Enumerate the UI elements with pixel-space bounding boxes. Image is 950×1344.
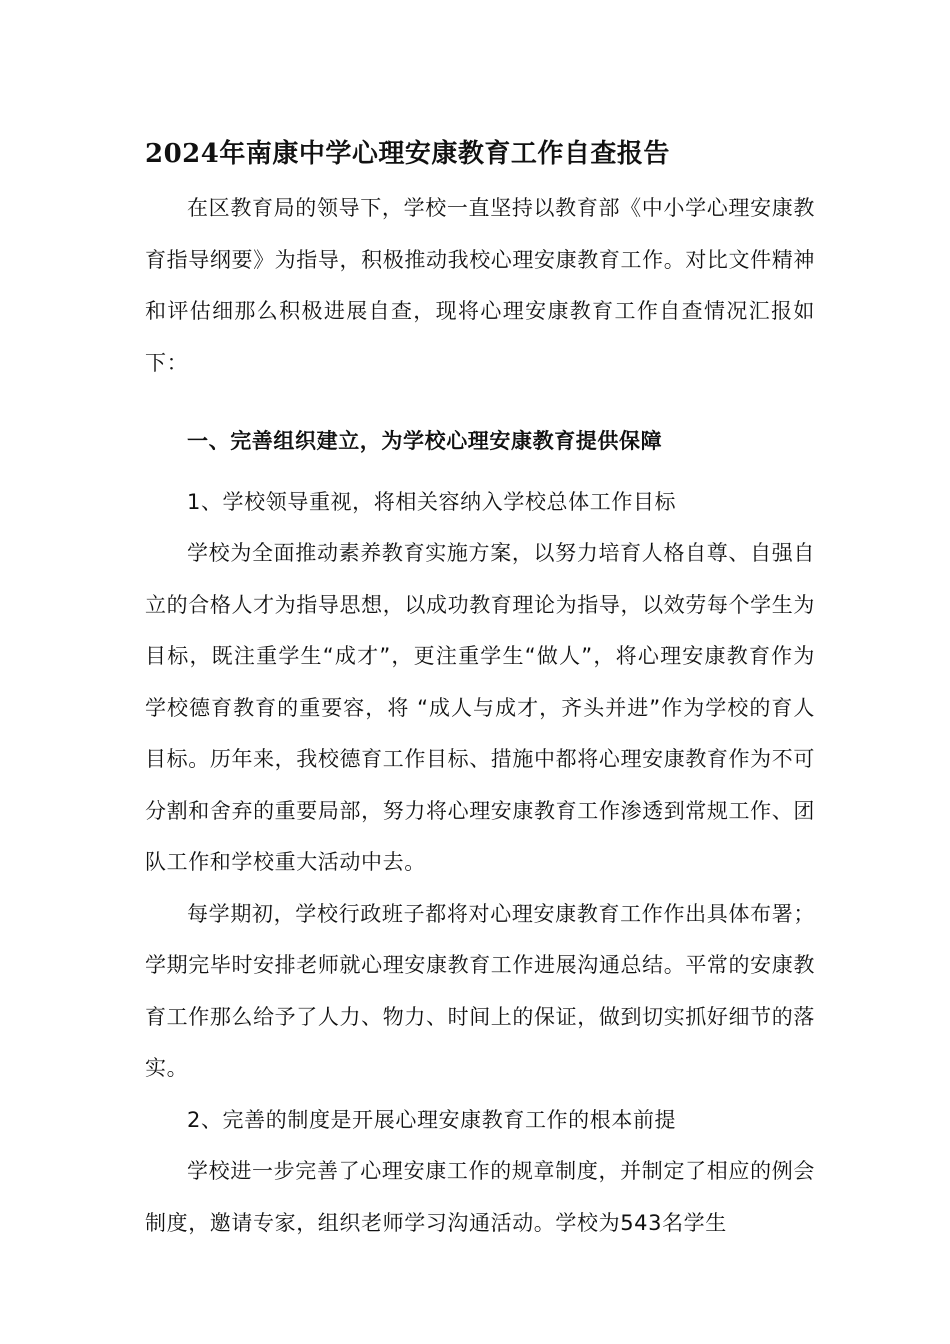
- section-1-heading: 一、完善组织建立，为学校心理安康教育提供保障: [187, 429, 663, 453]
- intro-paragraph: 在区教育局的领导下，学校一直坚持以教育部《中小学心理安康教育指导纲要》为指导，积极推动我校心理安康教育工作。对比文件精神和评估细那么积极进展自查，现将心理安康教育工作自查情况汇报如下：: [145, 196, 815, 375]
- item-2-heading: 2、完善的制度是开展心理安康教育工作的根本前提: [187, 1107, 677, 1132]
- item-1-paragraph-1: 学校为全面推动素养教育实施方案，以努力培育人格自尊、自强自立的合格人才为指导思想，以成功教育理论为指导，以效劳每个学生为目标，既注重学生“成才”，更注重学生“做人”，将心理安康教育作为学校德育教育的重要容，将 “成人与成才，齐头并进”作为学校的育人目标。历年来，我校德育工作目标、措施中都将心理安康教育作为不可分割和舍弃的重要局部，努力将心理安康教育工作渗透到常规工作、团队工作和学校重大活动中去。: [145, 541, 815, 874]
- document-body: [145, 132, 815, 1249]
- item-2-paragraph-1: 学校进一步完善了心理安康工作的规章制度，并制定了相应的例会制度，邀请专家，组织老师学习沟通活动。学校为543名学生: [145, 1159, 815, 1235]
- document-title: 2024年南康中学心理安康教育工作自查报告: [145, 139, 670, 169]
- item-1-paragraph-2: 每学期初，学校行政班子都将对心理安康教育工作作出具体布署；学期完毕时安排老师就心理安康教育工作进展沟通总结。平常的安康教育工作那么给予了人力、物力、时间上的保证，做到切实抓好细节的落实。: [145, 901, 815, 1080]
- item-1-heading: 1、学校领导重视，将相关容纳入学校总体工作目标: [187, 489, 677, 514]
